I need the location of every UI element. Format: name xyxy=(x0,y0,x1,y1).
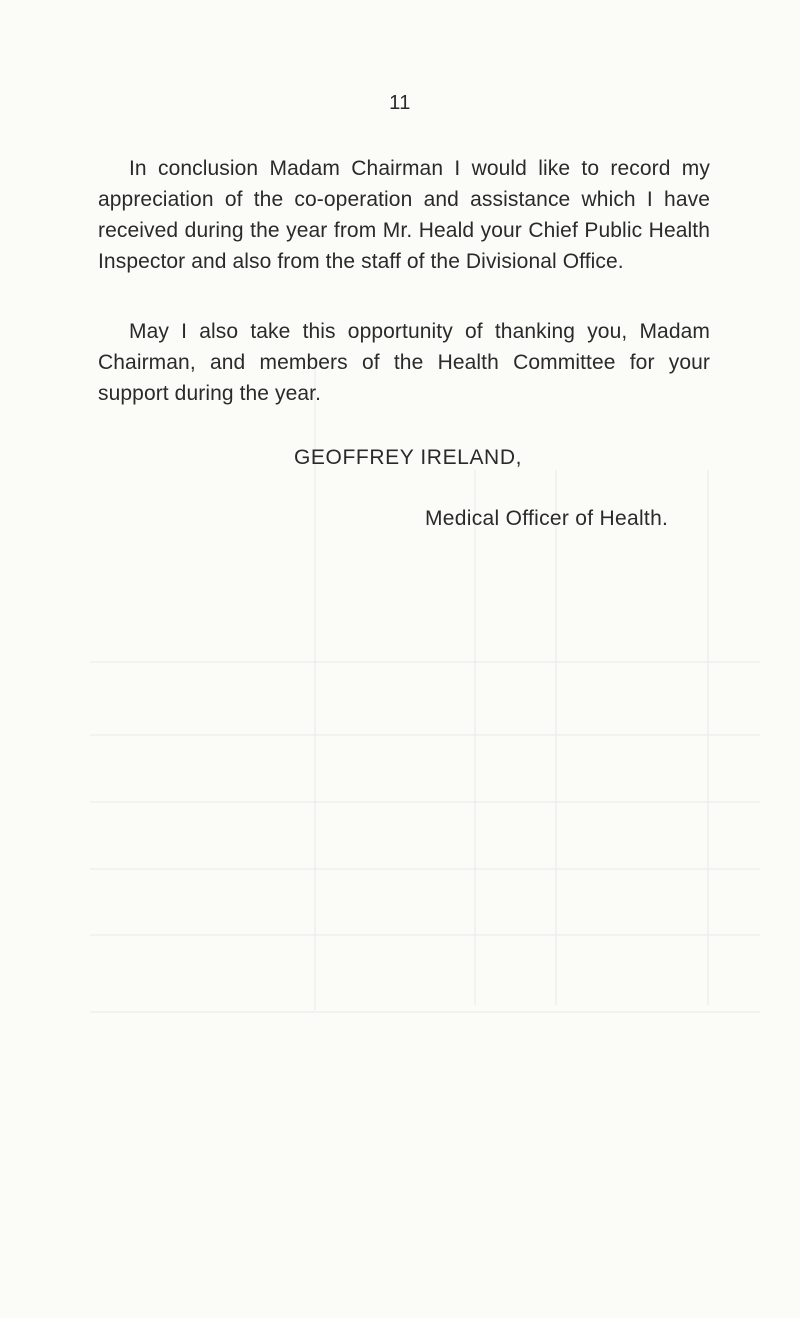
closing-paragraph: In conclusion Madam Chairman I would like to record my appreciation of the co-operation and assistance which I have received during the year from Mr. Heald your Chief Public Health Inspector and also from the staff of the Divisional Office. xyxy=(98,157,710,273)
thanks-paragraph: May I also take this opportunity of thanking you, Madam Chairman, and members of the Health Committee for your support during the year. xyxy=(98,320,710,405)
signature-title: Medical Officer of Health. xyxy=(425,507,669,530)
page-number: 11 xyxy=(389,92,411,114)
signature-name: GEOFFREY IRELAND, xyxy=(294,446,523,469)
